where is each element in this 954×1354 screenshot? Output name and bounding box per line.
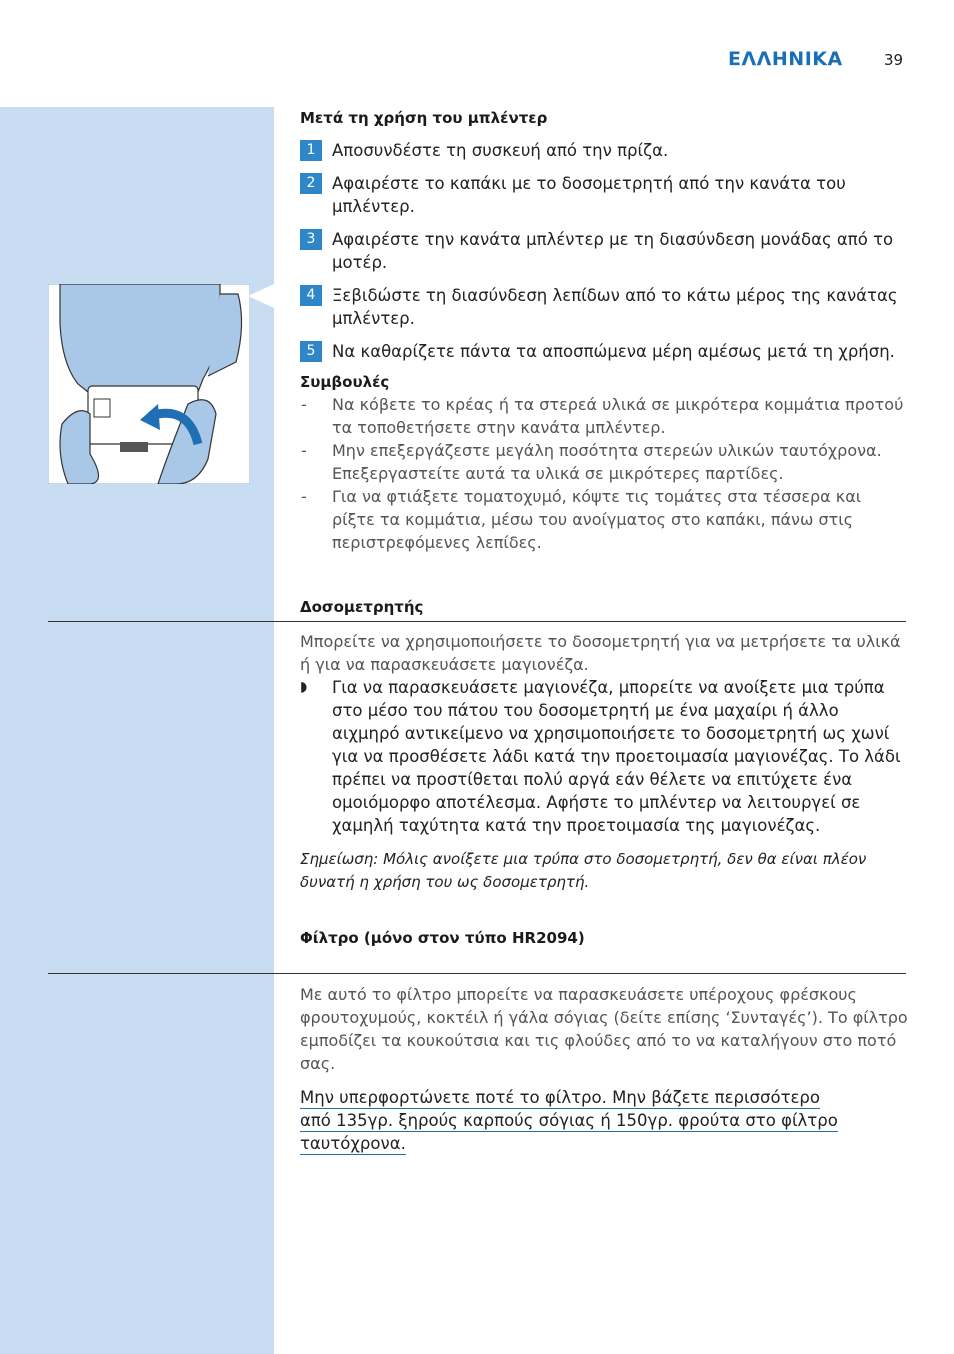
language-header: ΕΛΛΗΝΙΚΑ xyxy=(728,48,843,70)
measuring-cup-heading: Δοσομετρητής xyxy=(300,598,424,616)
step-text: Ξεβιδώστε τη διασύνδεση λεπίδων από το κάτω μέρος της κανάτας μπλέντερ. xyxy=(332,286,898,328)
step-4 xyxy=(300,284,908,330)
warning-line: από 135γρ. ξηρούς καρπούς σόγιας ή 150γρ. φρούτα στο φίλτρο xyxy=(300,1111,838,1130)
section-divider xyxy=(48,973,906,974)
step-text: Να καθαρίζετε πάντα τα αποσπώμενα μέρη αμέσως μετά τη χρήση. xyxy=(332,342,895,361)
step-1 xyxy=(300,139,908,162)
dash-marker: - xyxy=(301,441,307,460)
step-number-badge: 3 xyxy=(300,229,322,250)
callout-pointer xyxy=(248,284,276,312)
bullet-marker-icon: ◗ xyxy=(300,679,308,695)
filter-section xyxy=(300,983,908,1155)
tip-item xyxy=(300,393,908,439)
warning-line: ταυτόχρονα. xyxy=(300,1134,406,1153)
blender-illustration-svg xyxy=(48,284,250,484)
step-number-badge: 1 xyxy=(300,140,322,161)
tip-item xyxy=(300,439,908,485)
filter-heading: Φίλτρο (μόνο στον τύπο HR2094) xyxy=(300,929,585,947)
tips-heading: Συμβουλές xyxy=(300,373,390,391)
measuring-cup-section xyxy=(300,630,908,894)
after-use-heading: Μετά τη χρήση του μπλέντερ xyxy=(300,109,548,127)
warning-line: Μην υπερφορτώνετε ποτέ το φίλτρο. Μην βάζετε περισσότερο xyxy=(300,1088,820,1107)
tip-text: Να κόβετε το κρέας ή τα στερεά υλικά σε μικρότερα κομμάτια προτού τα τοποθετήσετε στην κανάτα μπλέντερ. xyxy=(332,395,904,437)
step-text: Αφαιρέστε την κανάτα μπλέντερ με τη διασύνδεση μονάδας από το μοτέρ. xyxy=(332,230,894,272)
page-number: 39 xyxy=(884,51,904,69)
step-2 xyxy=(300,172,908,218)
bullet-text: Για να παρασκευάσετε μαγιονέζα, μπορείτε να ανοίξετε μια τρύπα στο μέσο του πάτου του δοσομετρητή με ένα μαχαίρι ή άλλο αιχμηρό αντικείμενο να χρησιμοποιήσετε το δοσομετρητή ως χωνί για να προσθέσετε λάδι κατά την προετοιμασία μαγιονέζας. Το λάδι πρέπει να προστίθεται πολύ αργά εάν θέλετε να επιτύχετε ένα ομοιόμορφο αποτέλεσμα. Αφήστε το μπλέντερ να λειτουργεί σε χαμηλή ταχύτητα κατά την προετοιμασία της μαγιονέζας. xyxy=(332,678,901,835)
dash-marker: - xyxy=(301,395,307,414)
measuring-cup-intro: Μπορείτε να χρησιμοποιήσετε το δοσομετρητή για να μετρήσετε τα υλικά ή για να παρασκευάσετε μαγιονέζα. xyxy=(300,632,901,674)
step-3 xyxy=(300,228,908,274)
step-number-badge: 2 xyxy=(300,173,322,194)
blender-jar-unscrew-illustration xyxy=(48,284,250,484)
after-use-section xyxy=(300,109,908,554)
measuring-cup-note: Σημείωση: Μόλις ανοίξετε μια τρύπα στο δοσομετρητή, δεν θα είναι πλέον δυνατή η χρήση του ως δοσομετρητή. xyxy=(300,850,867,891)
filter-warning xyxy=(300,1086,908,1155)
step-text: Αφαιρέστε το καπάκι με το δοσομετρητή από την κανάτα του μπλέντερ. xyxy=(332,174,846,216)
tip-text: Για να φτιάξετε τοματοχυμό, κόψτε τις τομάτες στα τέσσερα και ρίξτε τα κομμάτια, μέσω του ανοίγματος στο καπάκι, πάνω στις περιστρεφόμενες λεπίδες. xyxy=(332,487,862,552)
step-number-badge: 4 xyxy=(300,285,322,306)
tip-text: Μην επεξεργάζεστε μεγάλη ποσότητα στερεών υλικών ταυτόχρονα. Επεξεργαστείτε αυτά τα υλικά σε μικρότερες παρτίδες. xyxy=(332,441,882,483)
step-number-badge: 5 xyxy=(300,341,322,362)
step-text: Αποσυνδέστε τη συσκευή από την πρίζα. xyxy=(332,141,669,160)
filter-intro: Με αυτό το φίλτρο μπορείτε να παρασκευάσετε υπέροχους φρέσκους φρουτοχυμούς, κοκτέιλ ή γάλα σόγιας (δείτε επίσης ‘Συνταγές’). Το φίλτρο εμποδίζει τα κουκούτσια και τις φλούδες από το να καταλήγουν στο ποτό σας. xyxy=(300,985,908,1073)
section-divider xyxy=(48,621,906,622)
mayonnaise-bullet xyxy=(300,676,908,837)
tip-item xyxy=(300,485,908,554)
dash-marker: - xyxy=(301,487,307,506)
step-5 xyxy=(300,340,908,363)
